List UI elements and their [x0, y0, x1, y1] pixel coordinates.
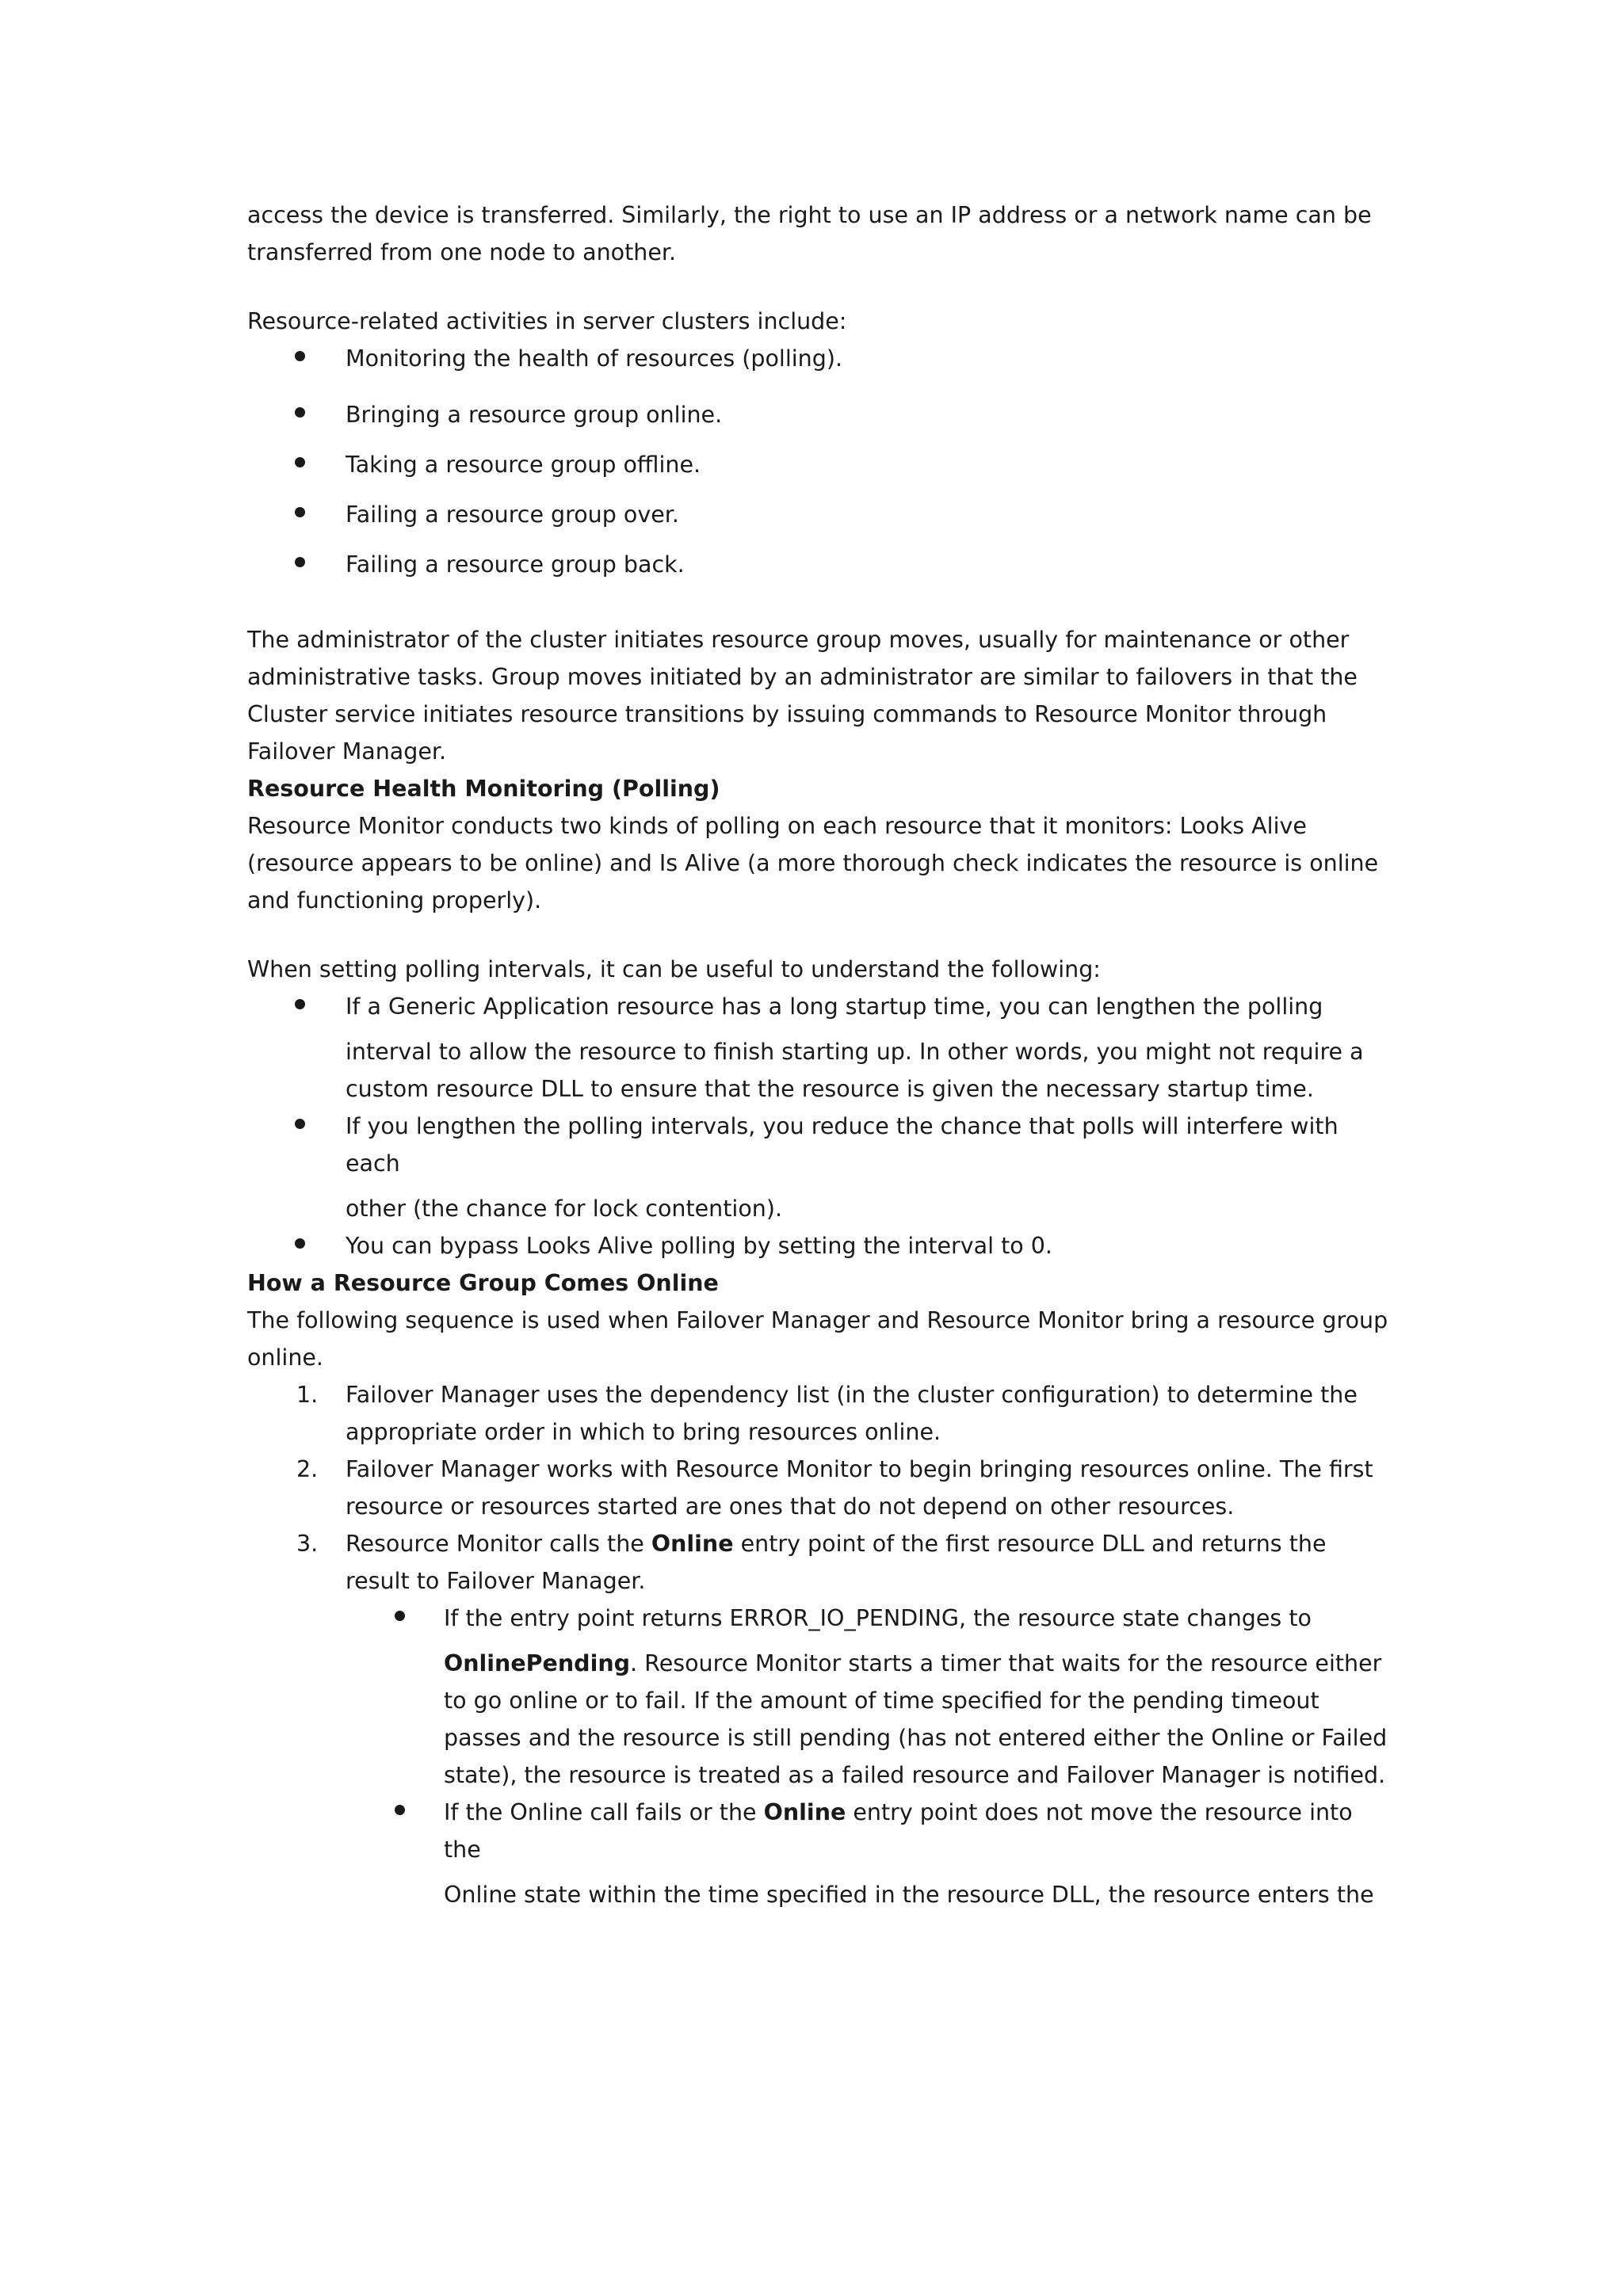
- bullet-icon: [395, 1611, 405, 1621]
- online-steps-list: [296, 1376, 1396, 1913]
- list-item: [296, 1451, 1396, 1525]
- list-item-text: Failing a resource group over.: [346, 502, 679, 528]
- step-3-sublist: [444, 1600, 1396, 1913]
- step-text-bold: Online: [651, 1531, 734, 1557]
- list-item-text: [444, 1794, 1396, 1868]
- list-item-part: entry point does not move the resource into the: [444, 1799, 1353, 1863]
- bullet-icon: [295, 1238, 305, 1249]
- list-item: [346, 988, 1396, 1108]
- list-item-text: If you lengthen the polling intervals, you reduce the chance that polls will interfere with each: [346, 1113, 1338, 1177]
- list-item-text: You can bypass Looks Alive polling by setting the interval to 0.: [346, 1233, 1052, 1259]
- bullet-icon: [295, 457, 305, 467]
- list-item-text: other (the chance for lock contention).: [346, 1196, 783, 1222]
- list-item: [296, 1376, 1396, 1451]
- step-text-part: entry point of the first resource DLL and returns the result to Failover Manager.: [346, 1531, 1327, 1594]
- intro-paragraph: access the device is transferred. Similarly, the right to use an IP address or a network name can be transferred from one node to another.: [247, 202, 1372, 265]
- bullet-icon: [295, 999, 305, 1009]
- list-item: [346, 546, 1396, 583]
- list-item: [346, 340, 1396, 377]
- activities-list: [346, 340, 1396, 583]
- activities-intro: Resource-related activities in server clusters include:: [247, 308, 847, 334]
- list-item-text: [444, 1650, 1387, 1788]
- list-item-text: If the entry point returns ERROR_IO_PENDING, the resource state changes to: [444, 1605, 1312, 1631]
- list-item: [346, 446, 1396, 483]
- step-text: Failover Manager uses the dependency list (in the cluster configuration) to determine the appropriate order in which to bring resources online.: [346, 1382, 1358, 1445]
- step-text: Failover Manager works with Resource Monitor to begin bringing resources online. The first resource or resources started are ones that do not depend on other resources.: [346, 1456, 1373, 1520]
- intervals-list: [346, 988, 1396, 1264]
- list-item: [346, 1227, 1396, 1264]
- list-item-bold: OnlinePending: [444, 1650, 631, 1676]
- bullet-icon: [295, 407, 305, 418]
- bullet-icon: [295, 507, 305, 517]
- list-item-text: Monitoring the health of resources (polling).: [346, 345, 843, 372]
- list-item-part: If the Online call fails or the: [444, 1799, 764, 1825]
- document-page: [247, 196, 1396, 1913]
- step-text-part: Resource Monitor calls the: [346, 1531, 651, 1557]
- list-item-bold: Online: [763, 1799, 846, 1825]
- online-heading: How a Resource Group Comes Online: [247, 1270, 719, 1296]
- list-item-text: Online state within the time specified in the resource DLL, the resource enters the: [444, 1882, 1374, 1908]
- list-item: [346, 1108, 1396, 1227]
- bullet-icon: [295, 1119, 305, 1129]
- list-item: [444, 1794, 1396, 1913]
- polling-paragraph: Resource Monitor conducts two kinds of polling on each resource that it monitors: Looks Alive (resource appears to be online) and Is Alive (a more thorough check indicates the resource is online and functioning properly).: [247, 813, 1379, 913]
- list-item: [346, 496, 1396, 533]
- list-item-text: Failing a resource group back.: [346, 551, 685, 578]
- step-number: 2.: [296, 1456, 319, 1482]
- list-item-text: interval to allow the resource to finish starting up. In other words, you might not require a custom resource DLL to ensure that the resource is given the necessary startup time.: [346, 1039, 1364, 1102]
- list-item-part: . Resource Monitor starts a timer that waits for the resource either to go online or to fail. If the amount of time specified for the pending timeout passes and the resource is still pending (has not entered either the Online or Failed state), the resource is treated as a failed resource and Failover Manager is notified.: [444, 1650, 1388, 1788]
- list-item: [444, 1600, 1396, 1794]
- step-number: 1.: [296, 1382, 319, 1408]
- intervals-intro: When setting polling intervals, it can be useful to understand the following:: [247, 956, 1101, 982]
- list-item-text: Taking a resource group offline.: [346, 452, 701, 478]
- bullet-icon: [295, 351, 305, 361]
- polling-heading: Resource Health Monitoring (Polling): [247, 776, 720, 802]
- bullet-icon: [395, 1805, 405, 1815]
- online-paragraph: The following sequence is used when Failover Manager and Resource Monitor bring a resource group online.: [247, 1307, 1388, 1371]
- list-item: [296, 1525, 1396, 1913]
- list-item-text: If a Generic Application resource has a long startup time, you can lengthen the polling: [346, 994, 1323, 1020]
- step-text: [346, 1531, 1326, 1594]
- admin-paragraph: The administrator of the cluster initiates resource group moves, usually for maintenance or other administrative tasks. Group moves initiated by an administrator are similar to failovers in that the Cluster service initiates resource transitions by issuing commands to Resource Monitor through Failover Manager.: [247, 627, 1358, 765]
- list-item: [346, 396, 1396, 433]
- step-number: 3.: [296, 1531, 319, 1557]
- list-item-text: Bringing a resource group online.: [346, 402, 723, 428]
- bullet-icon: [295, 557, 305, 567]
